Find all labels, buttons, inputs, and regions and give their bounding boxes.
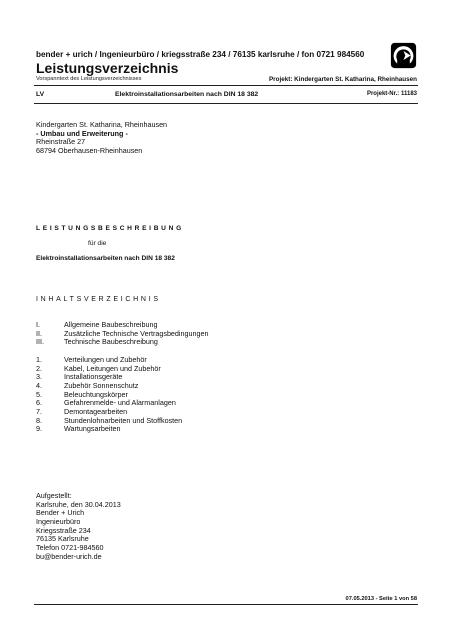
toc-item <box>36 338 209 347</box>
toc-numeric-list <box>36 356 182 434</box>
lv-label: LV <box>36 91 45 98</box>
page-title: Leistungsverzeichnis <box>36 60 179 76</box>
project-number: Projekt-Nr.: 11183 <box>366 91 417 97</box>
toc-label: Gefahrenmelde- und Alarmanlagen <box>64 398 176 408</box>
for-label: für die <box>88 240 107 247</box>
address-line: - Umbau und Erweiterung - <box>36 128 128 138</box>
address-line: Rheinstraße 27 <box>36 137 86 147</box>
toc-number: 7. <box>36 406 42 416</box>
toc-label: Technische Baubeschreibung <box>64 337 158 347</box>
toc-label: Zubehör Sonnenschutz <box>64 380 139 390</box>
section-heading: LEISTUNGSBESCHREIBUNG <box>36 225 184 232</box>
toc-label: Zusätzliche Technische Vertragsbedingungen <box>64 328 209 338</box>
header-divider <box>34 85 418 86</box>
prepared-place-date: Karlsruhe, den 30.04.2013 <box>36 499 121 509</box>
prepared-label: Aufgestellt: <box>36 491 72 500</box>
toc-roman-list <box>36 321 209 347</box>
address-line: Kindergarten St. Katharina, Rheinhausen <box>36 120 168 129</box>
toc-label: Stundenlohnarbeiten und Stoffkosten <box>64 415 183 425</box>
toc-number: 1. <box>36 355 42 364</box>
toc-label: Beleuchtungskörper <box>64 389 128 399</box>
toc-number: 8. <box>36 415 42 425</box>
toc-label: Allgemeine Baubeschreibung <box>64 320 158 329</box>
prepared-street: Kriegsstraße 234 <box>36 525 91 535</box>
toc-number: 3. <box>36 372 42 382</box>
toc-item <box>36 425 182 434</box>
prepared-company: Bender + Urich <box>36 508 85 518</box>
project-address <box>36 121 167 155</box>
toc-heading: INHALTSVERZEICHNIS <box>36 296 161 303</box>
toc-number: 9. <box>36 424 42 434</box>
prepared-email[interactable]: bu@bender-urich.de <box>36 551 102 561</box>
toc-number: 4. <box>36 380 42 390</box>
toc-label: Installationsgeräte <box>64 372 123 382</box>
toc-number: III. <box>36 337 44 347</box>
toc-number: 2. <box>36 363 42 373</box>
prepared-phone: Telefon 0721-984560 <box>36 542 104 552</box>
toc-number: I. <box>36 320 40 329</box>
toc-label: Verteilungen und Zubehör <box>64 355 147 364</box>
project-label: Projekt: Kindergarten St. Katharina, Rheinhausen <box>268 76 417 83</box>
prepared-city: 76135 Karlsruhe <box>36 534 89 544</box>
lv-description: Elektroinstallationsarbeiten nach DIN 18 382 <box>115 91 259 98</box>
company-logo-icon <box>390 42 417 69</box>
toc-label: Wartungsarbeiten <box>64 424 121 434</box>
address-line: 68794 Oberhausen-Rheinhausen <box>36 145 143 155</box>
toc-number: II. <box>36 328 42 338</box>
work-description: Elektroinstallationsarbeiten nach DIN 18 382 <box>36 255 175 262</box>
toc-number: 6. <box>36 398 42 408</box>
prepared-type: Ingenieurbüro <box>36 516 81 526</box>
subtitle: Vorspanntext des Leistungsverzeichnisses <box>36 76 142 82</box>
toc-label: Demontagearbeiten <box>64 406 128 416</box>
toc-label: Kabel, Leitungen und Zubehör <box>64 363 161 373</box>
footer-divider <box>34 604 418 605</box>
page-footer: 07.05.2013 - Seite 1 von 58 <box>345 596 417 602</box>
toc-number: 5. <box>36 389 42 399</box>
company-line: bender + urich / Ingenieurbüro / kriegsstraße 234 / 76135 karlsruhe / fon 0721 984560 <box>36 50 365 59</box>
prepared-by-block <box>36 492 121 561</box>
lv-divider <box>34 103 418 104</box>
